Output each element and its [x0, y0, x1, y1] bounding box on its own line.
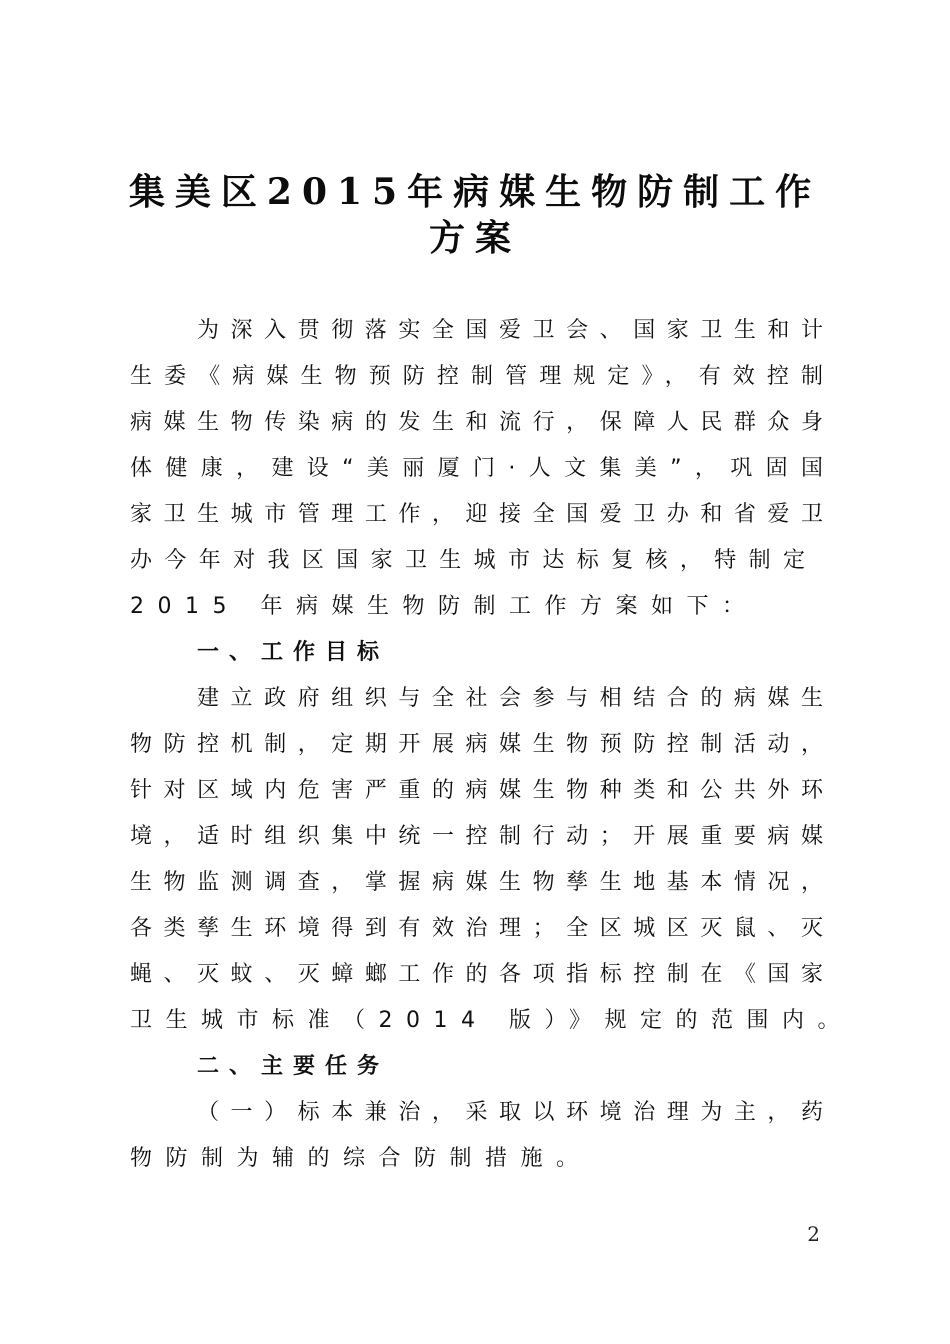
paragraph-line: 卫生城市标准（2014 版）》规定的范围内。 — [130, 1008, 853, 1033]
document-title-line-1: 集美区2015年病媒生物防制工作 — [128, 171, 822, 213]
paragraph-line: 为深入贯彻落实全国爱卫会、国家卫生和计 — [197, 318, 823, 343]
document-title-line-2: 方案 — [428, 217, 521, 259]
paragraph-line: 建立政府组织与全社会参与相结合的病媒生 — [197, 686, 823, 711]
paragraph-line: 体健康，建设“美丽厦门·人文集美”，巩固国 — [130, 456, 823, 481]
paragraph-line: 病媒生物传染病的发生和流行，保障人民群众身 — [130, 410, 823, 435]
paragraph-line: （一）标本兼治，采取以环境治理为主，药 — [197, 1100, 823, 1125]
paragraph-line: 针对区域内危害严重的病媒生物种类和公共外环 — [130, 778, 823, 803]
paragraph-line: 生物监测调查，掌握病媒生物孳生地基本情况， — [130, 870, 823, 895]
paragraph-line: 办今年对我区国家卫生城市达标复核，特制定 — [130, 548, 805, 573]
paragraph-line: 蝇、灭蚊、灭蟑螂工作的各项指标控制在《国家 — [130, 962, 823, 987]
section-heading: 二、主要任务 — [197, 1054, 390, 1079]
paragraph-line: 境，适时组织集中统一控制行动；开展重要病媒 — [130, 824, 823, 849]
paragraph-line: 家卫生城市管理工作，迎接全国爱卫办和省爱卫 — [130, 502, 823, 527]
section-heading: 一、工作目标 — [197, 640, 390, 665]
paragraph-line: 物防制为辅的综合防制措施。 — [130, 1146, 592, 1171]
paragraph-line: 2015 年病媒生物防制工作方案如下： — [130, 594, 758, 619]
paragraph-line: 生委《病媒生物预防控制管理规定》，有效控制 — [130, 364, 823, 389]
page-number: 2 — [807, 1222, 820, 1246]
paragraph-line: 物防控机制，定期开展病媒生物预防控制活动， — [130, 732, 823, 757]
paragraph-line: 各类孳生环境得到有效治理；全区城区灭鼠、灭 — [130, 916, 823, 941]
